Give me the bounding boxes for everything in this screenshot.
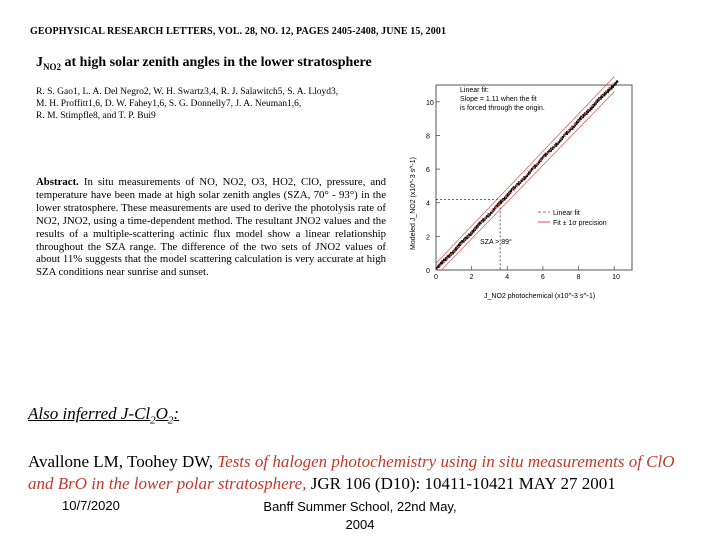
annotation-line-1: Linear fit:: [460, 87, 489, 94]
legend-linear-fit: Linear fit: [553, 210, 580, 217]
authors-line-1: R. S. Gao1, L. A. Del Negro2, W. H. Swartz3,4, R. J. Salawitch5, S. A. Lloyd3,: [36, 87, 339, 97]
title-rest: at high solar zenith angles in the lower stratosphere: [61, 55, 372, 70]
data-point: [616, 80, 618, 82]
annotation-line-2: Slope = 1.11 when the fit: [460, 96, 537, 103]
citation: [28, 451, 690, 495]
y-tick-label: 0: [426, 268, 430, 275]
x-tick-label: 4: [505, 274, 510, 281]
x-tick-label: 10: [612, 274, 620, 281]
authors-line-3: R. M. Stimpfle8, and T. P. Bui9: [36, 111, 156, 121]
citation-title: Tests of halogen photochemistry using in situ measurements of ClO and BrO in the lower polar stratosphere,: [28, 452, 675, 493]
footer-school: Banff Summer School, 22nd May, 2004: [263, 499, 457, 532]
x-tick-label: 8: [576, 274, 581, 281]
citation-authors: Avallone LM, Toohey DW,: [28, 452, 213, 471]
y-tick-label: 4: [426, 200, 430, 208]
journal-header: GEOPHYSICAL RESEARCH LETTERS, VOL. 28, NO. 12, PAGES 2405-2408, JUNE 15, 2001: [30, 26, 447, 37]
abstract-text: In situ measurements of NO, NO2, O3, HO2, ClO, pressure, and temperature have been made at high solar zenith angles (SZA, 70° - 93°) in the lower stratosphere. These measurements are used to derive the photolysis rate of NO2, JNO2, using a time-dependent method. The resultant JNO2 values and the results of a multiple-scattering actinic flux model show a linear relationship throughout the SZA range. The difference of the two sets of JNO2 values of about 11% suggests that the model scattering calculation is very accurate at high SZA conditions near sunrise and sunset.: [36, 176, 387, 279]
legend-precision: Fit ± 1σ precision: [553, 220, 607, 227]
authors-line-2: M. H. Proffitt1,6, D. W. Fahey1,6, S. G. Donnelly7, J. A. Neuman1,6,: [36, 99, 302, 109]
sza-label: SZA > 89°: [480, 239, 512, 246]
paper-title: [36, 55, 372, 72]
y-tick-label: 8: [426, 133, 430, 141]
y-tick-label: 10: [426, 99, 434, 107]
x-tick-label: 0: [434, 274, 438, 281]
annotation-line-3: is forced through the origin.: [460, 105, 545, 112]
x-tick-label: 6: [540, 274, 545, 281]
y-axis-label: Modeled J_NO2 (x10^-3 s^-1): [410, 157, 417, 250]
jno2-scatter-figure: [400, 70, 650, 306]
citation-ref: JGR 106 (D10): 10411-10421 MAY 27 2001: [310, 474, 616, 493]
x-axis-label: J_NO2 photochemical (x10^-3 s^-1): [484, 293, 596, 300]
y-tick-label: 6: [426, 167, 430, 175]
footer-date: 10/7/2020: [62, 498, 120, 513]
title-sub: NO2: [43, 61, 61, 72]
abstract: [36, 176, 386, 279]
author-list: [36, 86, 396, 122]
x-tick-label: 2: [469, 274, 474, 281]
abstract-label: Abstract.: [36, 176, 79, 188]
y-tick-label: 2: [426, 234, 430, 242]
inferred-heading: Also inferred $J-Cl_2O_2$:: [28, 404, 180, 427]
title-j: J: [36, 55, 43, 70]
